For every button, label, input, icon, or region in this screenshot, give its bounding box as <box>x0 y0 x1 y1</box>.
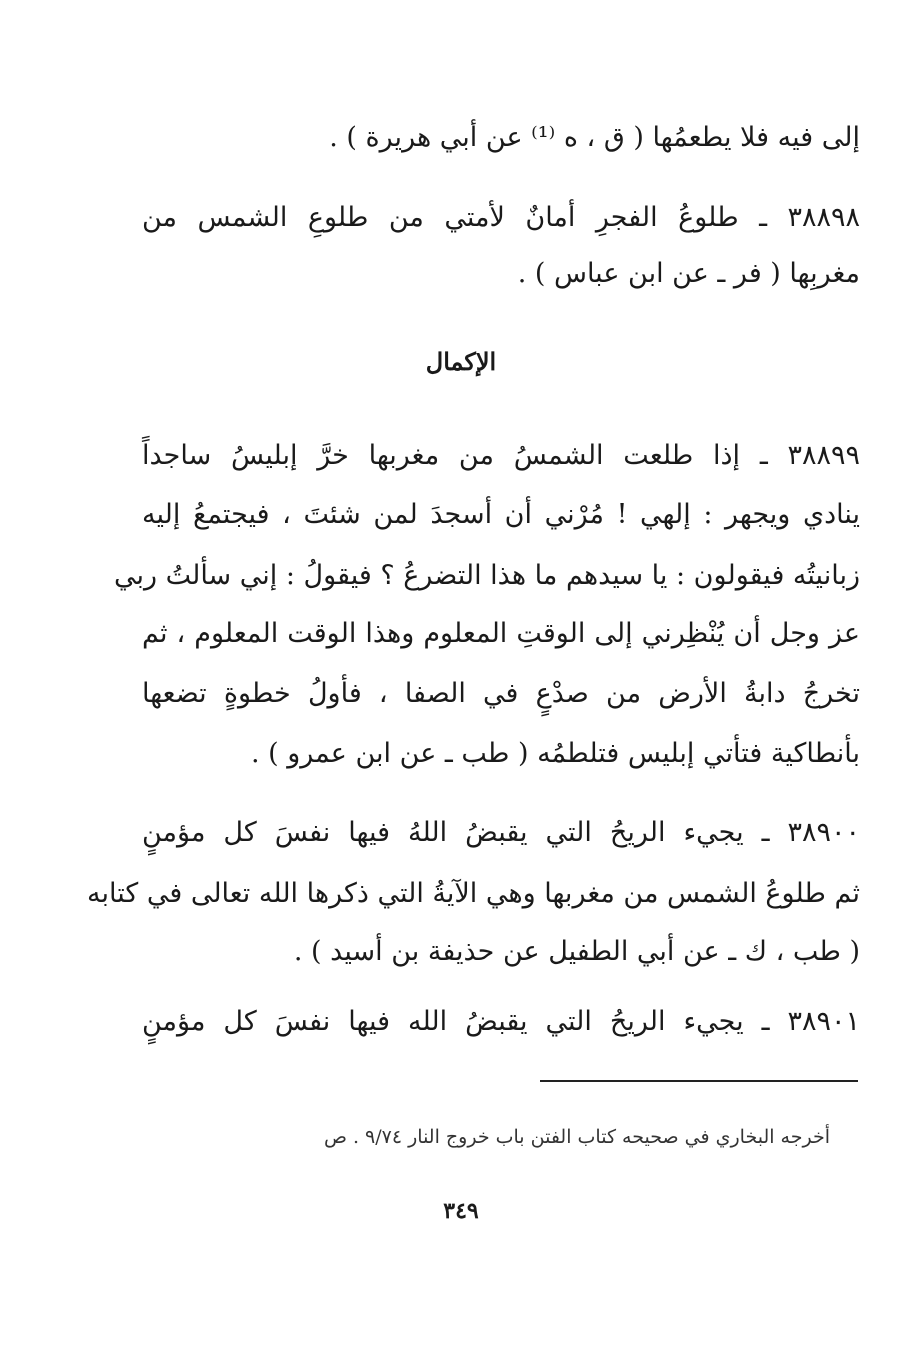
footnote: أخرجه البخاري في صحيحه كتاب الفتن باب خروج النار ٩/٧٤ . ص <box>323 1126 830 1148</box>
text-line: ثم طلوعُ الشمس من مغربها وهي الآيةُ التي ذكرها الله تعالى في كتابه <box>87 878 860 909</box>
page-number: ٣٤٩ <box>443 1198 479 1224</box>
text-line: ( طب ، ك ـ عن أبي الطفيل عن حذيفة بن أسيد ) . <box>293 936 860 967</box>
text-line: ينادي ويجهر : إلهي ! مُرْني أن أسجدَ لمن شئتَ ، فيجتمعُ إليه <box>142 499 860 530</box>
text-line: ٣٨٩٠٠ ـ يجيء الريحُ التي يقبضُ اللهُ فيها نفسَ كل مؤمنٍ <box>142 817 860 848</box>
text-line: عز وجل أن يُنْظِرني إلى الوقتِ المعلوم وهذا الوقت المعلوم ، ثم <box>142 618 860 649</box>
text-line: مغربِها ( فر ـ عن ابن عباس ) . <box>517 258 860 289</box>
text-line: إلى فيه فلا يطعمُها ( ق ، ه ⁽¹⁾ عن أبي هريرة ) . <box>329 122 860 153</box>
text-line: ٣٨٩٠١ ـ يجيء الريحُ التي يقبضُ الله فيها نفسَ كل مؤمنٍ <box>142 1006 860 1037</box>
text-line: تخرجُ دابةُ الأرض من صدْعٍ في الصفا ، فأولُ خطوةٍ تضعها <box>142 678 860 709</box>
text-line: زبانيتُه فيقولون : يا سيدهم ما هذا التضرعُ ؟ فيقولُ : إني سألتُ ربي <box>113 560 860 591</box>
section-heading: الإكمال <box>425 347 497 376</box>
footnote-divider <box>540 1080 858 1082</box>
text-line: بأنطاكية فتأتي إبليس فتلطمُه ( طب ـ عن ابن عمرو ) . <box>250 738 860 769</box>
text-line: ٣٨٨٩٨ ـ طلوعُ الفجرِ أمانٌ لأمتي من طلوعِ الشمس من <box>142 202 860 233</box>
text-line: ٣٨٨٩٩ ـ إذا طلعت الشمسُ من مغربها خرَّ إبليسُ ساجداً <box>142 440 860 471</box>
